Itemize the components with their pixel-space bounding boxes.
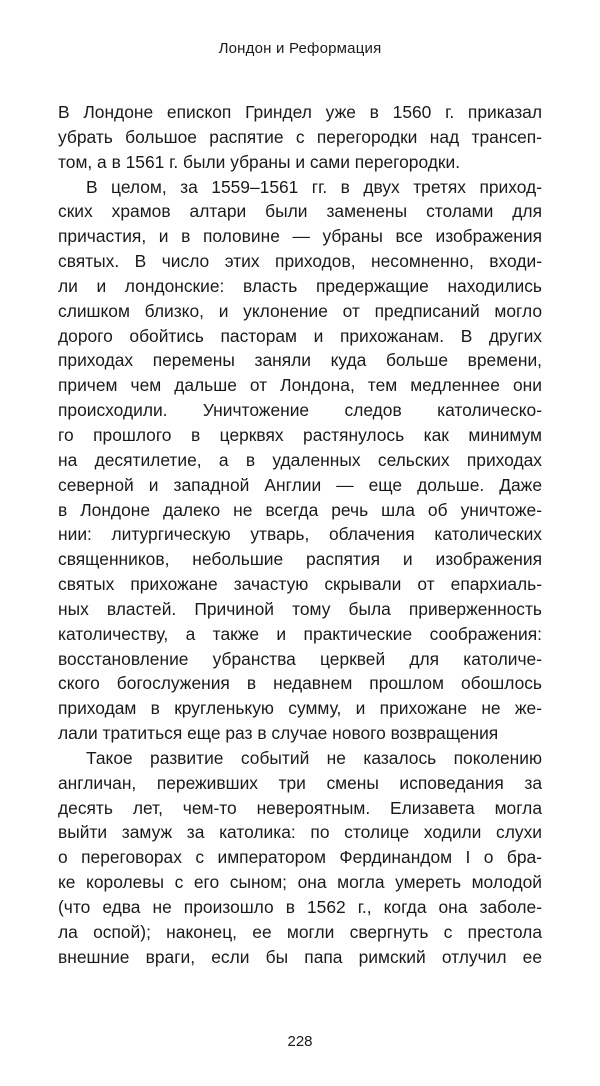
- text-line: причастия, и в половине — убраны все изображения: [58, 226, 542, 247]
- text-line: англичан, переживших три смены исповедания за: [58, 772, 542, 793]
- text-line: ских храмов алтари были заменены столами для: [58, 201, 542, 222]
- text-line: на десятилетие, а в удаленных сельских приходах: [58, 449, 542, 470]
- text-line: причем чем дальше от Лондона, тем медленнее они: [58, 375, 542, 396]
- text-line: святых. В число этих приходов, несомненно, входи-: [58, 251, 542, 272]
- running-head-title: Лондон и Реформация: [218, 40, 382, 57]
- text-line: в Лондоне далеко не всегда речь шла об уничтоже-: [58, 499, 542, 520]
- text-line: выйти замуж за католика: по столице ходили слухи: [58, 822, 542, 843]
- text-line: восстановление убранства церквей для католиче-: [58, 648, 542, 669]
- text-line: Такое развитие событий не казалось поколению: [86, 747, 542, 768]
- text-line: ке королевы с его сыном; она могла умереть молодой: [58, 872, 542, 893]
- body-text: [58, 100, 542, 970]
- text-line: десять лет, чем-то невероятным. Елизавета могла: [58, 797, 542, 818]
- text-line: том, а в 1561 г. были убраны и сами перегородки.: [58, 151, 461, 172]
- text-line: ных властей. Причиной тому была приверженность: [58, 598, 542, 619]
- text-line: приходам в кругленькую сумму, и прихожане не же-: [58, 698, 542, 719]
- text-line: слишком близко, и уклонение от предписаний могло: [58, 300, 542, 321]
- text-line: нии: литургическую утварь, облачения католических: [58, 524, 542, 545]
- text-line: о переговорах с императором Фердинандом I о бра-: [58, 847, 542, 868]
- text-line: святых прихожане зачастую скрывали от епархиаль-: [58, 574, 542, 595]
- text-line: ли и лондонские: власть предержащие находились: [58, 275, 542, 296]
- text-line: католичеству, а также и практические соображения:: [58, 623, 542, 644]
- text-line: происходили. Уничтожение следов католическо-: [58, 400, 542, 421]
- text-line: северной и западной Англии — еще дольше. Даже: [58, 474, 542, 495]
- text-line: убрать большое распятие с перегородки над трансеп-: [58, 126, 542, 147]
- text-line: внешние враги, если бы папа римский отлучил ее: [58, 946, 542, 967]
- text-line: (что едва не произошло в 1562 г., когда она заболе-: [58, 897, 542, 917]
- text-line: приходах перемены заняли куда больше времени,: [58, 350, 542, 371]
- text-line: священников, небольшие распятия и изображения: [58, 549, 542, 570]
- text-line: дорого обойтись пасторам и прихожанам. В других: [58, 325, 542, 346]
- text-line: лали тратиться еще раз в случае нового возвращения: [58, 723, 499, 744]
- text-line: ла оспой); наконец, ее могли свергнуть с престола: [58, 921, 542, 942]
- page-number: 228: [287, 1033, 313, 1050]
- text-line: ского богослужения в недавнем прошлом обошлось: [58, 673, 542, 694]
- text-line: В целом, за 1559–1561 гг. в двух третях приход-: [86, 176, 542, 197]
- text-line: В Лондоне епископ Гриндел уже в 1560 г. приказал: [58, 102, 542, 122]
- text-line: го прошлого в церквях растянулось как минимум: [58, 424, 542, 445]
